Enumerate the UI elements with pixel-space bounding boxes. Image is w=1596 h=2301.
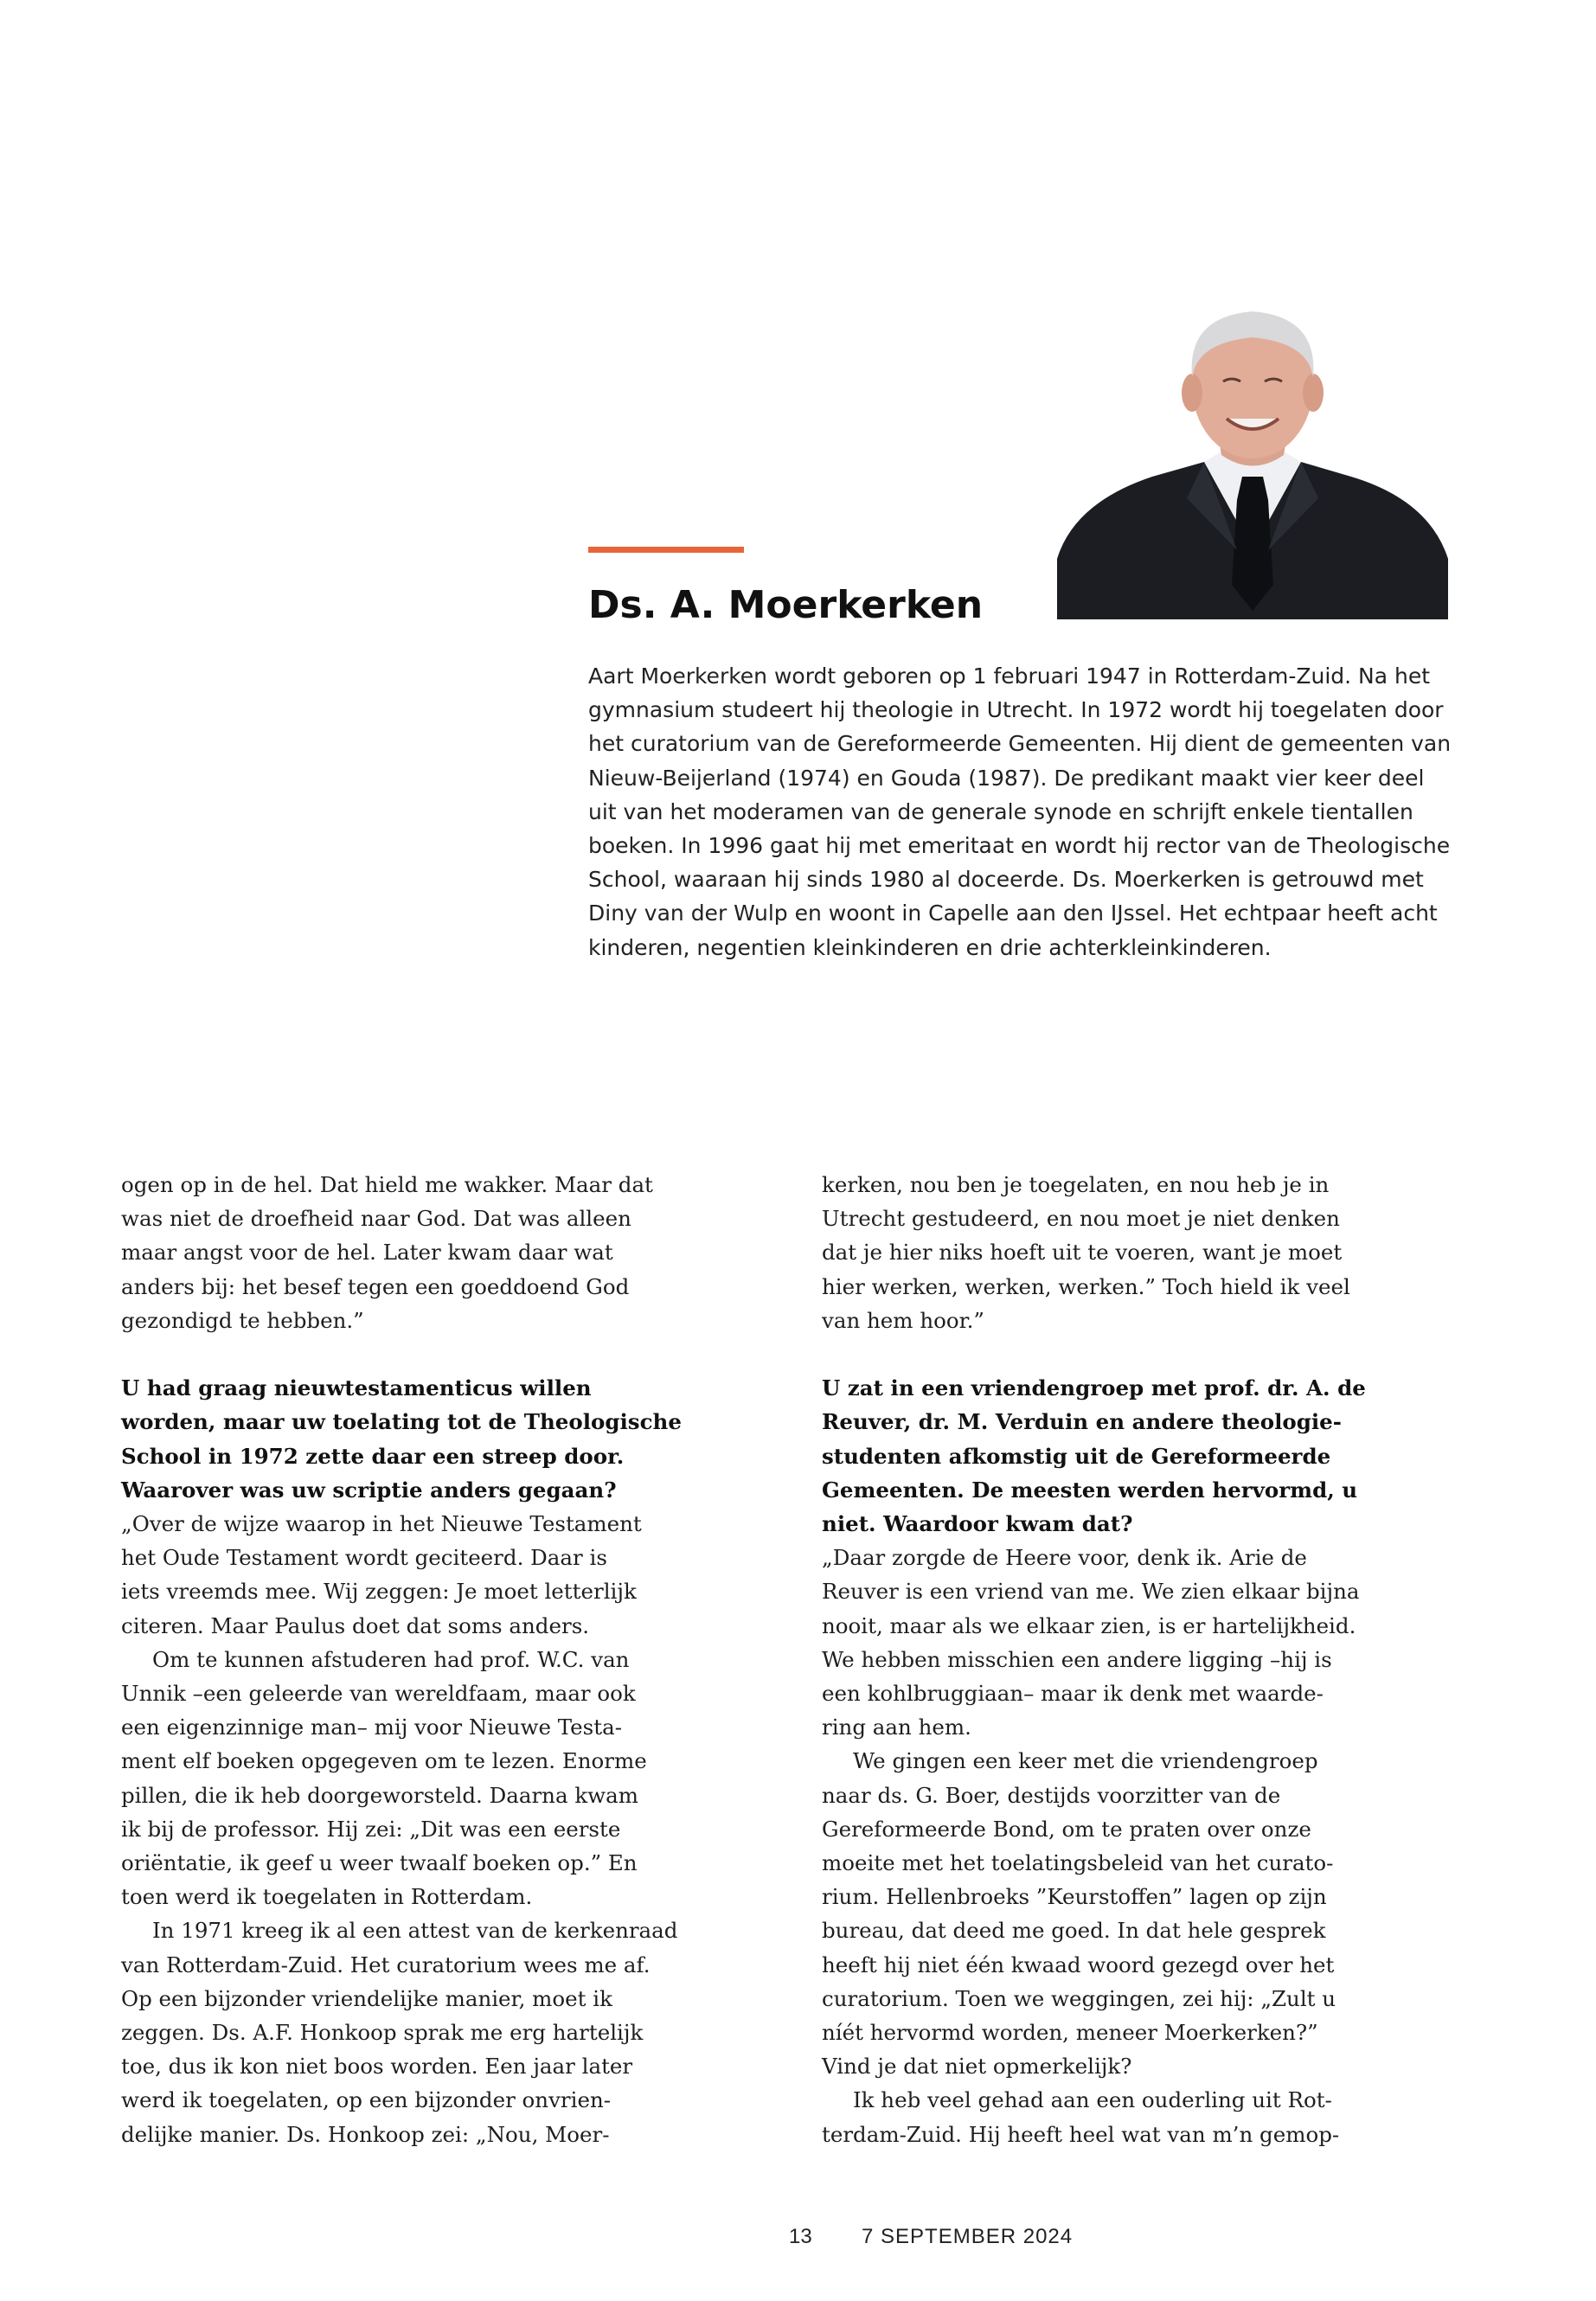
- portrait-photo: [1057, 299, 1448, 619]
- text-line: van hem hoor.”: [822, 1307, 984, 1333]
- text-line: zeggen. Ds. A.F. Honkoop sprak me erg hartelijk: [121, 2020, 644, 2046]
- text-line: ogen op in de hel. Dat hield me wakker. Maar dat: [121, 1172, 653, 1197]
- text-line: een kohlbruggiaan– maar ik denk met waarde-: [822, 1681, 1324, 1707]
- text-line: In 1971 kreeg ik al een attest van de kerkenraad: [152, 1918, 678, 1944]
- page-number: 13: [789, 2225, 812, 2248]
- paragraph: [121, 1913, 683, 2150]
- text-line: toe, dus ik kon niet boos worden. Een jaar later: [121, 2054, 633, 2080]
- text-line: ik bij de professor. Hij zei: „Dit was een eerste: [121, 1816, 621, 1842]
- text-line: ment elf boeken opgegeven om te lezen. Enorme: [121, 1748, 647, 1774]
- question-line: niet. Waardoor kwam dat?: [822, 1511, 1133, 1537]
- bio-line: Aart Moerkerken wordt geboren op 1 februari 1947 in Rotterdam-Zuid. Na het: [588, 663, 1431, 689]
- question-line: studenten afkomstig uit de Gereformeerde: [822, 1443, 1331, 1469]
- paragraph: [822, 1541, 1384, 1744]
- bio-title: Ds. A. Moerkerken: [588, 583, 984, 627]
- text-line: toen werd ik toegelaten in Rotterdam.: [121, 1884, 533, 1910]
- text-line: dat je hier niks hoeft uit te voeren, want je moet: [822, 1240, 1343, 1266]
- text-line: Ik heb veel gehad aan een ouderling uit Rot-: [853, 2087, 1332, 2113]
- text-line: oriëntatie, ik geef u weer twaalf boeken op.” En: [121, 1850, 638, 1876]
- text-line: maar angst voor de hel. Later kwam daar wat: [121, 1240, 613, 1266]
- question-line: School in 1972 zette daar een streep door.: [121, 1443, 625, 1469]
- text-line: delijke manier. Ds. Honkoop zei: „Nou, Moer-: [121, 2121, 610, 2147]
- bio-text: [588, 659, 1488, 965]
- paragraph: [822, 1168, 1384, 1337]
- portrait-tie: [1232, 477, 1273, 611]
- question-line: worden, maar uw toelating tot de Theologische: [121, 1409, 682, 1435]
- bio-line: boeken. In 1996 gaat hij met emeritaat en wordt hij rector van de Theologische: [588, 833, 1451, 859]
- text-line: kerken, nou ben je toegelaten, en nou heb je in: [822, 1172, 1330, 1197]
- interview-question: [121, 1371, 683, 1507]
- text-line: het Oude Testament wordt geciteerd. Daar is: [121, 1545, 607, 1571]
- question-line: U had graag nieuwtestamenticus willen: [121, 1375, 592, 1401]
- text-line: moeite met het toelatingsbeleid van het curato-: [822, 1850, 1334, 1876]
- bio-line: School, waaraan hij sinds 1980 al doceerde. Ds. Moerkerken is getrouwd met: [588, 867, 1424, 893]
- text-line: rium. Hellenbroeks ”Keurstoffen” lagen op zijn: [822, 1884, 1327, 1910]
- text-line: Op een bijzonder vriendelijke manier, moet ik: [121, 1985, 612, 2011]
- bio-line: het curatorium van de Gereformeerde Gemeenten. Hij dient de gemeenten van: [588, 731, 1452, 757]
- bio-line: Nieuw-Beijerland (1974) en Gouda (1987). De predikant maakt vier keer deel: [588, 765, 1425, 791]
- bio-line: Diny van der Wulp en woont in Capelle aan den IJssel. Het echtpaar heeft acht: [588, 901, 1438, 926]
- text-line: Om te kunnen afstuderen had prof. W.C. van: [152, 1646, 630, 1672]
- text-line: nooit, maar als we elkaar zien, is er hartelijkheid.: [822, 1612, 1356, 1638]
- text-line: werd ik toegelaten, op een bijzonder onvrien-: [121, 2087, 612, 2113]
- text-line: iets vreemds mee. Wij zeggen: Je moet letterlijk: [121, 1579, 637, 1605]
- accent-rule: [588, 547, 744, 553]
- bio-line: kinderen, negentien kleinkinderen en drie achterkleinkinderen.: [588, 934, 1272, 960]
- text-line: anders bij: het besef tegen een goeddoend God: [121, 1273, 630, 1299]
- article-column-right: [822, 1168, 1384, 2151]
- text-line: Vind je dat niet opmerkelijk?: [822, 2054, 1132, 2080]
- text-line: „Over de wijze waarop in het Nieuwe Testament: [121, 1511, 642, 1537]
- text-line: pillen, die ik heb doorgeworsteld. Daarna kwam: [121, 1782, 638, 1808]
- text-line: een eigenzinnige man– mij voor Nieuwe Testa-: [121, 1715, 622, 1740]
- text-line: Reuver is een vriend van me. We zien elkaar bijna: [822, 1579, 1360, 1605]
- issue-date: 7 SEPTEMBER 2024: [862, 2225, 1074, 2248]
- bio-line: gymnasium studeert hij theologie in Utrecht. In 1972 wordt hij toegelaten door: [588, 697, 1444, 723]
- question-line: Gemeenten. De meesten werden hervormd, u: [822, 1477, 1358, 1503]
- text-line: bureau, dat deed me goed. In dat hele gesprek: [822, 1918, 1326, 1944]
- paragraph: [822, 1744, 1384, 2083]
- text-line: hier werken, werken, werken.” Toch hield ik veel: [822, 1273, 1350, 1299]
- text-line: curatorium. Toen we weggingen, zei hij: „Zult u: [822, 1985, 1336, 2011]
- paragraph: [121, 1643, 683, 1914]
- paragraph: [121, 1507, 683, 1643]
- text-line: níét hervormd worden, meneer Moerkerken?”: [822, 2020, 1318, 2046]
- bio-line: uit van het moderamen van de generale synode en schrijft enkele tientallen: [588, 798, 1413, 824]
- paragraph: [822, 2083, 1384, 2150]
- text-line: We gingen een keer met die vriendengroep: [853, 1748, 1318, 1774]
- text-line: terdam-Zuid. Hij heeft heel wat van m’n gemop-: [822, 2121, 1340, 2147]
- article-column-left: [121, 1168, 683, 2151]
- text-line: Gereformeerde Bond, om te praten over onze: [822, 1816, 1311, 1842]
- text-line: ring aan hem.: [822, 1715, 971, 1740]
- interview-question: [822, 1371, 1384, 1541]
- text-line: Unnik –een geleerde van wereldfaam, maar ook: [121, 1681, 636, 1707]
- text-line: gezondigd te hebben.”: [121, 1307, 364, 1333]
- text-line: heeft hij niet één kwaad woord gezegd over het: [822, 1952, 1335, 1977]
- text-line: was niet de droefheid naar God. Dat was alleen: [121, 1206, 631, 1232]
- text-line: citeren. Maar Paulus doet dat soms anders.: [121, 1612, 590, 1638]
- text-line: Utrecht gestudeerd, en nou moet je niet denken: [822, 1206, 1340, 1232]
- question-line: U zat in een vriendengroep met prof. dr. A. de: [822, 1375, 1366, 1401]
- text-line: van Rotterdam-Zuid. Het curatorium wees me af.: [121, 1952, 651, 1977]
- text-line: „Daar zorgde de Heere voor, denk ik. Arie de: [822, 1545, 1307, 1571]
- text-line: We hebben misschien een andere ligging –hij is: [822, 1646, 1332, 1672]
- text-line: naar ds. G. Boer, destijds voorzitter van de: [822, 1782, 1281, 1808]
- paragraph: [121, 1168, 683, 1337]
- question-line: Reuver, dr. M. Verduin en andere theologie-: [822, 1409, 1342, 1435]
- question-line: Waarover was uw scriptie anders gegaan?: [121, 1477, 617, 1503]
